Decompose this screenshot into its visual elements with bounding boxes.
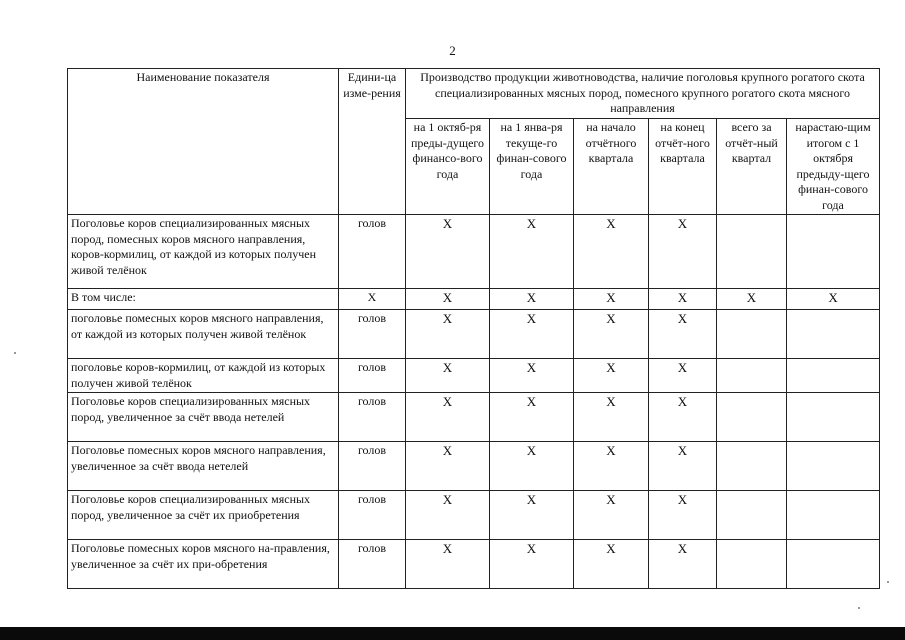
row-cell: Х — [406, 289, 490, 310]
row-label: Поголовье коров специализированных мясных пород, помесных коров мясного направления, коров-кормилиц, от каждой из которых получен живой телёнок — [68, 215, 339, 289]
row-cell: Х — [490, 359, 574, 393]
row-cell: Х — [406, 442, 490, 491]
row-cell: Х — [406, 491, 490, 540]
row-cell: Х — [574, 359, 649, 393]
row-unit: голов — [339, 491, 406, 540]
table-row — [68, 215, 880, 289]
row-unit: голов — [339, 215, 406, 289]
row-cell — [717, 491, 787, 540]
row-cell: Х — [649, 310, 717, 359]
row-cell: Х — [490, 540, 574, 589]
header-col-4: на конец отчёт-ного квартала — [649, 119, 717, 215]
row-unit: голов — [339, 359, 406, 393]
row-cell: Х — [406, 540, 490, 589]
row-cell: Х — [574, 393, 649, 442]
row-cell: Х — [574, 540, 649, 589]
row-unit: голов — [339, 540, 406, 589]
row-cell: Х — [490, 442, 574, 491]
row-unit: голов — [339, 393, 406, 442]
row-unit: голов — [339, 310, 406, 359]
row-cell — [787, 310, 880, 359]
row-cell — [787, 393, 880, 442]
row-cell: Х — [490, 393, 574, 442]
row-cell: Х — [649, 215, 717, 289]
row-label: В том числе: — [68, 289, 339, 310]
row-cell: Х — [717, 289, 787, 310]
header-row-1 — [68, 69, 880, 119]
row-cell — [717, 359, 787, 393]
header-col-1: на 1 октяб-ря преды-дущего финансо-вого года — [406, 119, 490, 215]
row-cell: Х — [649, 289, 717, 310]
scan-speck — [14, 352, 16, 354]
header-col-2: на 1 янва-ря текуще-го финан-сового года — [490, 119, 574, 215]
row-cell — [717, 393, 787, 442]
header-col-3: на начало отчётного квартала — [574, 119, 649, 215]
row-cell: Х — [574, 491, 649, 540]
row-label: Поголовье помесных коров мясного на-правления, увеличенное за счёт их при-обретения — [68, 540, 339, 589]
row-cell — [787, 359, 880, 393]
table-row — [68, 310, 880, 359]
row-cell — [787, 442, 880, 491]
row-cell: Х — [649, 359, 717, 393]
row-cell: Х — [574, 310, 649, 359]
scan-speck — [858, 607, 860, 609]
header-col-5: всего за отчёт-ный квартал — [717, 119, 787, 215]
row-cell — [787, 215, 880, 289]
row-label: Поголовье помесных коров мясного направления, увеличенное за счёт ввода нетелей — [68, 442, 339, 491]
table-row — [68, 359, 880, 393]
row-cell — [787, 540, 880, 589]
scan-edge-bar — [0, 627, 905, 640]
row-cell: Х — [787, 289, 880, 310]
report-table — [67, 68, 880, 589]
row-unit: голов — [339, 442, 406, 491]
table-row — [68, 289, 880, 310]
row-cell — [717, 310, 787, 359]
row-cell: Х — [490, 215, 574, 289]
row-cell — [717, 442, 787, 491]
row-label: Поголовье коров специализированных мясных пород, увеличенное за счёт ввода нетелей — [68, 393, 339, 442]
row-cell: Х — [406, 359, 490, 393]
row-cell — [717, 215, 787, 289]
row-cell: Х — [649, 540, 717, 589]
row-unit: Х — [339, 289, 406, 310]
page-number: 2 — [449, 43, 456, 58]
row-cell — [787, 491, 880, 540]
row-cell: Х — [406, 310, 490, 359]
row-label: поголовье помесных коров мясного направления, от каждой из которых получен живой телёнок — [68, 310, 339, 359]
row-cell: Х — [574, 442, 649, 491]
row-cell: Х — [406, 393, 490, 442]
row-label: Поголовье коров специализированных мясных пород, увеличенное за счёт их приобретения — [68, 491, 339, 540]
row-cell: Х — [574, 215, 649, 289]
row-cell: Х — [406, 215, 490, 289]
row-cell — [717, 540, 787, 589]
row-cell: Х — [574, 289, 649, 310]
row-cell: Х — [649, 393, 717, 442]
row-cell: Х — [649, 491, 717, 540]
header-col-6: нарастаю-щим итогом с 1 октября предыду-щего финан-сового года — [787, 119, 880, 215]
header-group: Производство продукции животноводства, наличие поголовья крупного рогатого скота специализированных мясных пород, помесного крупного рогатого скота мясного направления — [406, 69, 880, 119]
header-unit: Едини-ца изме-рения — [339, 69, 406, 215]
table-row — [68, 442, 880, 491]
table-row — [68, 491, 880, 540]
row-cell: Х — [490, 491, 574, 540]
table-row — [68, 393, 880, 442]
header-indicator: Наименование показателя — [68, 69, 339, 215]
row-cell: Х — [649, 442, 717, 491]
row-label: поголовье коров-кормилиц, от каждой из которых получен живой телёнок — [68, 359, 339, 393]
scan-speck — [887, 581, 889, 583]
row-cell: Х — [490, 310, 574, 359]
table-row — [68, 540, 880, 589]
row-cell: Х — [490, 289, 574, 310]
